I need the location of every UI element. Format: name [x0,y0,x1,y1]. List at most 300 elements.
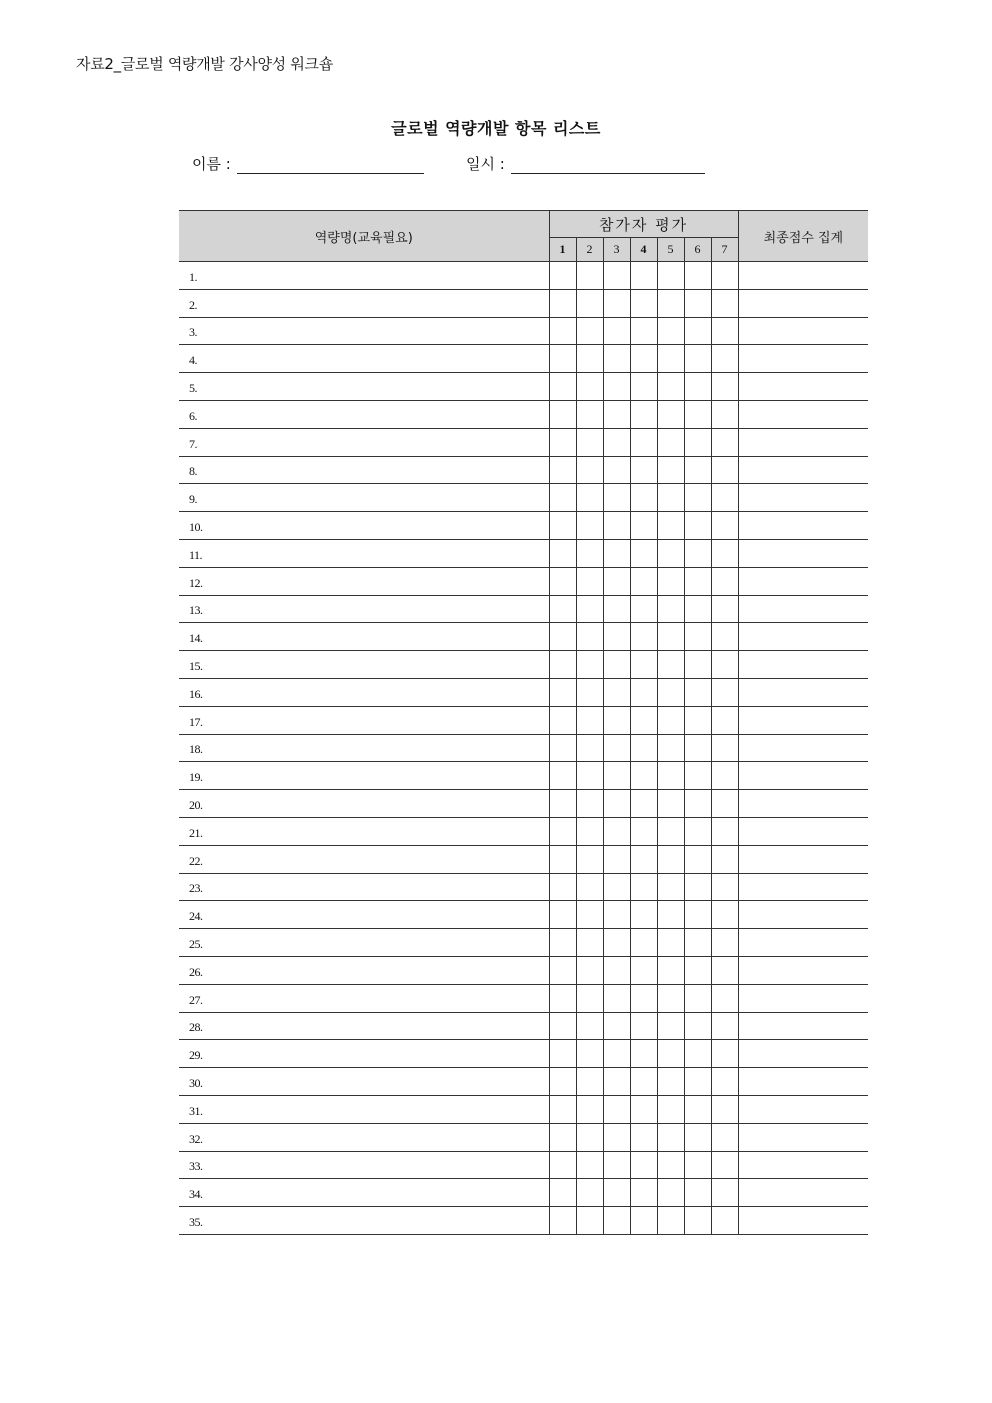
score-cell[interactable] [603,400,630,428]
score-cell[interactable] [630,706,657,734]
score-cell[interactable] [711,456,738,484]
score-cell[interactable] [576,262,603,290]
competency-entry-cell[interactable]: 15. [179,651,549,679]
score-cell[interactable] [630,762,657,790]
score-cell[interactable] [657,512,684,540]
score-cell[interactable] [711,984,738,1012]
final-score-cell[interactable] [738,984,868,1012]
final-score-cell[interactable] [738,1012,868,1040]
score-cell[interactable] [657,595,684,623]
score-cell[interactable] [630,817,657,845]
competency-entry-cell[interactable]: 33. [179,1151,549,1179]
score-cell[interactable] [576,1040,603,1068]
score-cell[interactable] [657,400,684,428]
competency-entry-cell[interactable]: 31. [179,1095,549,1123]
score-cell[interactable] [711,929,738,957]
score-cell[interactable] [603,734,630,762]
score-cell[interactable] [630,262,657,290]
competency-entry-cell[interactable]: 5. [179,373,549,401]
final-score-cell[interactable] [738,678,868,706]
score-cell[interactable] [576,1151,603,1179]
score-cell[interactable] [711,1012,738,1040]
score-cell[interactable] [657,790,684,818]
final-score-cell[interactable] [738,845,868,873]
score-cell[interactable] [684,984,711,1012]
final-score-cell[interactable] [738,929,868,957]
final-score-cell[interactable] [738,1095,868,1123]
score-cell[interactable] [711,317,738,345]
score-cell[interactable] [684,1123,711,1151]
final-score-cell[interactable] [738,623,868,651]
score-cell[interactable] [549,289,576,317]
score-cell[interactable] [603,1151,630,1179]
score-cell[interactable] [684,1068,711,1096]
score-cell[interactable] [603,623,630,651]
competency-entry-cell[interactable]: 22. [179,845,549,873]
score-cell[interactable] [603,567,630,595]
score-cell[interactable] [657,567,684,595]
score-cell[interactable] [684,539,711,567]
score-cell[interactable] [603,1179,630,1207]
score-cell[interactable] [630,734,657,762]
score-cell[interactable] [576,790,603,818]
final-score-cell[interactable] [738,790,868,818]
score-cell[interactable] [630,956,657,984]
final-score-cell[interactable] [738,734,868,762]
score-cell[interactable] [657,428,684,456]
score-cell[interactable] [549,1151,576,1179]
score-cell[interactable] [549,373,576,401]
score-cell[interactable] [603,817,630,845]
competency-entry-cell[interactable]: 11. [179,539,549,567]
score-cell[interactable] [603,512,630,540]
score-cell[interactable] [576,901,603,929]
score-cell[interactable] [603,929,630,957]
final-score-cell[interactable] [738,567,868,595]
score-cell[interactable] [711,678,738,706]
score-cell[interactable] [684,1012,711,1040]
score-cell[interactable] [711,595,738,623]
competency-entry-cell[interactable]: 32. [179,1123,549,1151]
score-cell[interactable] [711,428,738,456]
score-cell[interactable] [684,512,711,540]
score-cell[interactable] [630,1151,657,1179]
final-score-cell[interactable] [738,345,868,373]
score-cell[interactable] [684,345,711,373]
final-score-cell[interactable] [738,956,868,984]
score-cell[interactable] [630,1040,657,1068]
competency-entry-cell[interactable]: 25. [179,929,549,957]
score-cell[interactable] [603,706,630,734]
score-cell[interactable] [603,845,630,873]
score-cell[interactable] [684,901,711,929]
score-cell[interactable] [576,1179,603,1207]
score-cell[interactable] [711,1207,738,1235]
score-cell[interactable] [630,1012,657,1040]
score-cell[interactable] [657,456,684,484]
score-cell[interactable] [576,623,603,651]
score-cell[interactable] [549,400,576,428]
score-cell[interactable] [657,956,684,984]
score-cell[interactable] [630,1095,657,1123]
score-cell[interactable] [657,262,684,290]
score-cell[interactable] [549,345,576,373]
score-cell[interactable] [684,706,711,734]
score-cell[interactable] [657,901,684,929]
score-cell[interactable] [657,678,684,706]
score-cell[interactable] [684,1095,711,1123]
score-cell[interactable] [711,734,738,762]
competency-entry-cell[interactable]: 29. [179,1040,549,1068]
score-cell[interactable] [657,1040,684,1068]
score-cell[interactable] [549,512,576,540]
competency-entry-cell[interactable]: 8. [179,456,549,484]
score-cell[interactable] [684,651,711,679]
score-cell[interactable] [576,706,603,734]
score-cell[interactable] [603,1207,630,1235]
score-cell[interactable] [549,901,576,929]
score-cell[interactable] [549,734,576,762]
score-cell[interactable] [576,512,603,540]
competency-entry-cell[interactable]: 30. [179,1068,549,1096]
score-cell[interactable] [684,678,711,706]
competency-entry-cell[interactable]: 14. [179,623,549,651]
score-cell[interactable] [549,873,576,901]
score-cell[interactable] [549,790,576,818]
competency-entry-cell[interactable]: 17. [179,706,549,734]
score-cell[interactable] [549,1012,576,1040]
final-score-cell[interactable] [738,1207,868,1235]
competency-entry-cell[interactable]: 9. [179,484,549,512]
score-cell[interactable] [549,567,576,595]
score-cell[interactable] [576,1012,603,1040]
score-cell[interactable] [657,706,684,734]
score-cell[interactable] [576,845,603,873]
score-cell[interactable] [630,400,657,428]
score-cell[interactable] [657,373,684,401]
score-cell[interactable] [603,539,630,567]
score-cell[interactable] [630,1207,657,1235]
score-cell[interactable] [576,817,603,845]
score-cell[interactable] [684,1151,711,1179]
score-cell[interactable] [549,651,576,679]
score-cell[interactable] [711,345,738,373]
score-cell[interactable] [576,345,603,373]
score-cell[interactable] [603,317,630,345]
score-cell[interactable] [657,623,684,651]
score-cell[interactable] [684,623,711,651]
score-cell[interactable] [711,1123,738,1151]
score-cell[interactable] [603,428,630,456]
score-cell[interactable] [549,262,576,290]
competency-entry-cell[interactable]: 23. [179,873,549,901]
final-score-cell[interactable] [738,873,868,901]
competency-entry-cell[interactable]: 19. [179,762,549,790]
competency-entry-cell[interactable]: 21. [179,817,549,845]
competency-entry-cell[interactable]: 26. [179,956,549,984]
score-cell[interactable] [630,428,657,456]
score-cell[interactable] [549,1040,576,1068]
score-cell[interactable] [549,1068,576,1096]
score-cell[interactable] [684,595,711,623]
competency-entry-cell[interactable]: 12. [179,567,549,595]
final-score-cell[interactable] [738,1179,868,1207]
competency-entry-cell[interactable]: 13. [179,595,549,623]
score-cell[interactable] [549,929,576,957]
final-score-cell[interactable] [738,262,868,290]
score-cell[interactable] [711,373,738,401]
competency-entry-cell[interactable]: 20. [179,790,549,818]
score-cell[interactable] [549,1123,576,1151]
date-blank-line[interactable] [511,155,705,174]
score-cell[interactable] [630,567,657,595]
score-cell[interactable] [684,289,711,317]
score-cell[interactable] [630,901,657,929]
score-cell[interactable] [711,706,738,734]
score-cell[interactable] [657,1095,684,1123]
score-cell[interactable] [549,956,576,984]
score-cell[interactable] [630,1179,657,1207]
final-score-cell[interactable] [738,651,868,679]
competency-entry-cell[interactable]: 3. [179,317,549,345]
score-cell[interactable] [657,484,684,512]
score-cell[interactable] [657,1179,684,1207]
score-cell[interactable] [549,428,576,456]
final-score-cell[interactable] [738,317,868,345]
final-score-cell[interactable] [738,289,868,317]
score-cell[interactable] [657,734,684,762]
score-cell[interactable] [603,1040,630,1068]
competency-entry-cell[interactable]: 34. [179,1179,549,1207]
score-cell[interactable] [630,484,657,512]
score-cell[interactable] [576,373,603,401]
score-cell[interactable] [657,651,684,679]
score-cell[interactable] [684,373,711,401]
score-cell[interactable] [630,845,657,873]
score-cell[interactable] [576,984,603,1012]
score-cell[interactable] [549,1207,576,1235]
score-cell[interactable] [603,984,630,1012]
score-cell[interactable] [630,873,657,901]
score-cell[interactable] [549,595,576,623]
score-cell[interactable] [684,400,711,428]
score-cell[interactable] [684,762,711,790]
score-cell[interactable] [603,484,630,512]
score-cell[interactable] [657,984,684,1012]
score-cell[interactable] [549,984,576,1012]
score-cell[interactable] [576,484,603,512]
score-cell[interactable] [603,289,630,317]
final-score-cell[interactable] [738,817,868,845]
score-cell[interactable] [657,1123,684,1151]
score-cell[interactable] [549,1179,576,1207]
score-cell[interactable] [711,845,738,873]
score-cell[interactable] [576,762,603,790]
score-cell[interactable] [711,400,738,428]
score-cell[interactable] [630,1123,657,1151]
score-cell[interactable] [657,845,684,873]
final-score-cell[interactable] [738,1151,868,1179]
score-cell[interactable] [657,1207,684,1235]
score-cell[interactable] [684,734,711,762]
score-cell[interactable] [630,345,657,373]
final-score-cell[interactable] [738,1040,868,1068]
score-cell[interactable] [684,456,711,484]
score-cell[interactable] [711,956,738,984]
score-cell[interactable] [603,1012,630,1040]
score-cell[interactable] [630,512,657,540]
score-cell[interactable] [603,873,630,901]
score-cell[interactable] [684,484,711,512]
score-cell[interactable] [549,706,576,734]
competency-entry-cell[interactable]: 4. [179,345,549,373]
score-cell[interactable] [657,1012,684,1040]
score-cell[interactable] [549,817,576,845]
score-cell[interactable] [630,929,657,957]
competency-entry-cell[interactable]: 16. [179,678,549,706]
score-cell[interactable] [684,956,711,984]
competency-entry-cell[interactable]: 35. [179,1207,549,1235]
final-score-cell[interactable] [738,484,868,512]
score-cell[interactable] [603,901,630,929]
final-score-cell[interactable] [738,456,868,484]
score-cell[interactable] [657,817,684,845]
competency-entry-cell[interactable]: 27. [179,984,549,1012]
score-cell[interactable] [684,929,711,957]
score-cell[interactable] [603,456,630,484]
score-cell[interactable] [684,428,711,456]
score-cell[interactable] [684,567,711,595]
final-score-cell[interactable] [738,373,868,401]
score-cell[interactable] [684,317,711,345]
competency-entry-cell[interactable]: 18. [179,734,549,762]
score-cell[interactable] [576,539,603,567]
score-cell[interactable] [630,651,657,679]
final-score-cell[interactable] [738,400,868,428]
score-cell[interactable] [549,845,576,873]
score-cell[interactable] [657,345,684,373]
score-cell[interactable] [711,651,738,679]
name-blank-line[interactable] [237,155,424,174]
score-cell[interactable] [630,289,657,317]
score-cell[interactable] [603,762,630,790]
score-cell[interactable] [657,929,684,957]
score-cell[interactable] [549,623,576,651]
score-cell[interactable] [603,790,630,818]
score-cell[interactable] [576,734,603,762]
score-cell[interactable] [711,623,738,651]
final-score-cell[interactable] [738,512,868,540]
score-cell[interactable] [549,678,576,706]
score-cell[interactable] [711,1068,738,1096]
score-cell[interactable] [711,289,738,317]
score-cell[interactable] [684,1179,711,1207]
score-cell[interactable] [711,484,738,512]
score-cell[interactable] [576,956,603,984]
score-cell[interactable] [630,790,657,818]
score-cell[interactable] [711,1179,738,1207]
final-score-cell[interactable] [738,595,868,623]
score-cell[interactable] [657,762,684,790]
score-cell[interactable] [711,790,738,818]
score-cell[interactable] [576,289,603,317]
score-cell[interactable] [603,373,630,401]
score-cell[interactable] [576,678,603,706]
score-cell[interactable] [711,1151,738,1179]
score-cell[interactable] [711,1095,738,1123]
competency-entry-cell[interactable]: 10. [179,512,549,540]
score-cell[interactable] [657,317,684,345]
score-cell[interactable] [711,262,738,290]
score-cell[interactable] [603,678,630,706]
score-cell[interactable] [711,539,738,567]
score-cell[interactable] [630,317,657,345]
score-cell[interactable] [576,400,603,428]
score-cell[interactable] [684,1207,711,1235]
score-cell[interactable] [711,762,738,790]
score-cell[interactable] [711,901,738,929]
competency-entry-cell[interactable]: 2. [179,289,549,317]
score-cell[interactable] [711,512,738,540]
score-cell[interactable] [603,1068,630,1096]
score-cell[interactable] [684,790,711,818]
score-cell[interactable] [630,623,657,651]
score-cell[interactable] [711,567,738,595]
final-score-cell[interactable] [738,428,868,456]
score-cell[interactable] [603,956,630,984]
score-cell[interactable] [684,1040,711,1068]
score-cell[interactable] [576,1095,603,1123]
score-cell[interactable] [630,984,657,1012]
score-cell[interactable] [549,317,576,345]
score-cell[interactable] [657,1151,684,1179]
score-cell[interactable] [576,567,603,595]
score-cell[interactable] [684,262,711,290]
score-cell[interactable] [576,1207,603,1235]
score-cell[interactable] [630,595,657,623]
score-cell[interactable] [603,595,630,623]
score-cell[interactable] [603,1095,630,1123]
competency-entry-cell[interactable]: 28. [179,1012,549,1040]
score-cell[interactable] [549,1095,576,1123]
score-cell[interactable] [576,1123,603,1151]
score-cell[interactable] [603,1123,630,1151]
score-cell[interactable] [603,651,630,679]
score-cell[interactable] [684,873,711,901]
score-cell[interactable] [576,1068,603,1096]
score-cell[interactable] [603,345,630,373]
score-cell[interactable] [711,1040,738,1068]
final-score-cell[interactable] [738,901,868,929]
score-cell[interactable] [657,873,684,901]
score-cell[interactable] [576,873,603,901]
score-cell[interactable] [711,873,738,901]
score-cell[interactable] [657,289,684,317]
score-cell[interactable] [576,317,603,345]
competency-entry-cell[interactable]: 6. [179,400,549,428]
score-cell[interactable] [684,845,711,873]
score-cell[interactable] [576,595,603,623]
score-cell[interactable] [549,484,576,512]
final-score-cell[interactable] [738,762,868,790]
competency-entry-cell[interactable]: 24. [179,901,549,929]
score-cell[interactable] [576,651,603,679]
score-cell[interactable] [576,929,603,957]
final-score-cell[interactable] [738,1123,868,1151]
score-cell[interactable] [657,1068,684,1096]
score-cell[interactable] [684,817,711,845]
score-cell[interactable] [549,762,576,790]
